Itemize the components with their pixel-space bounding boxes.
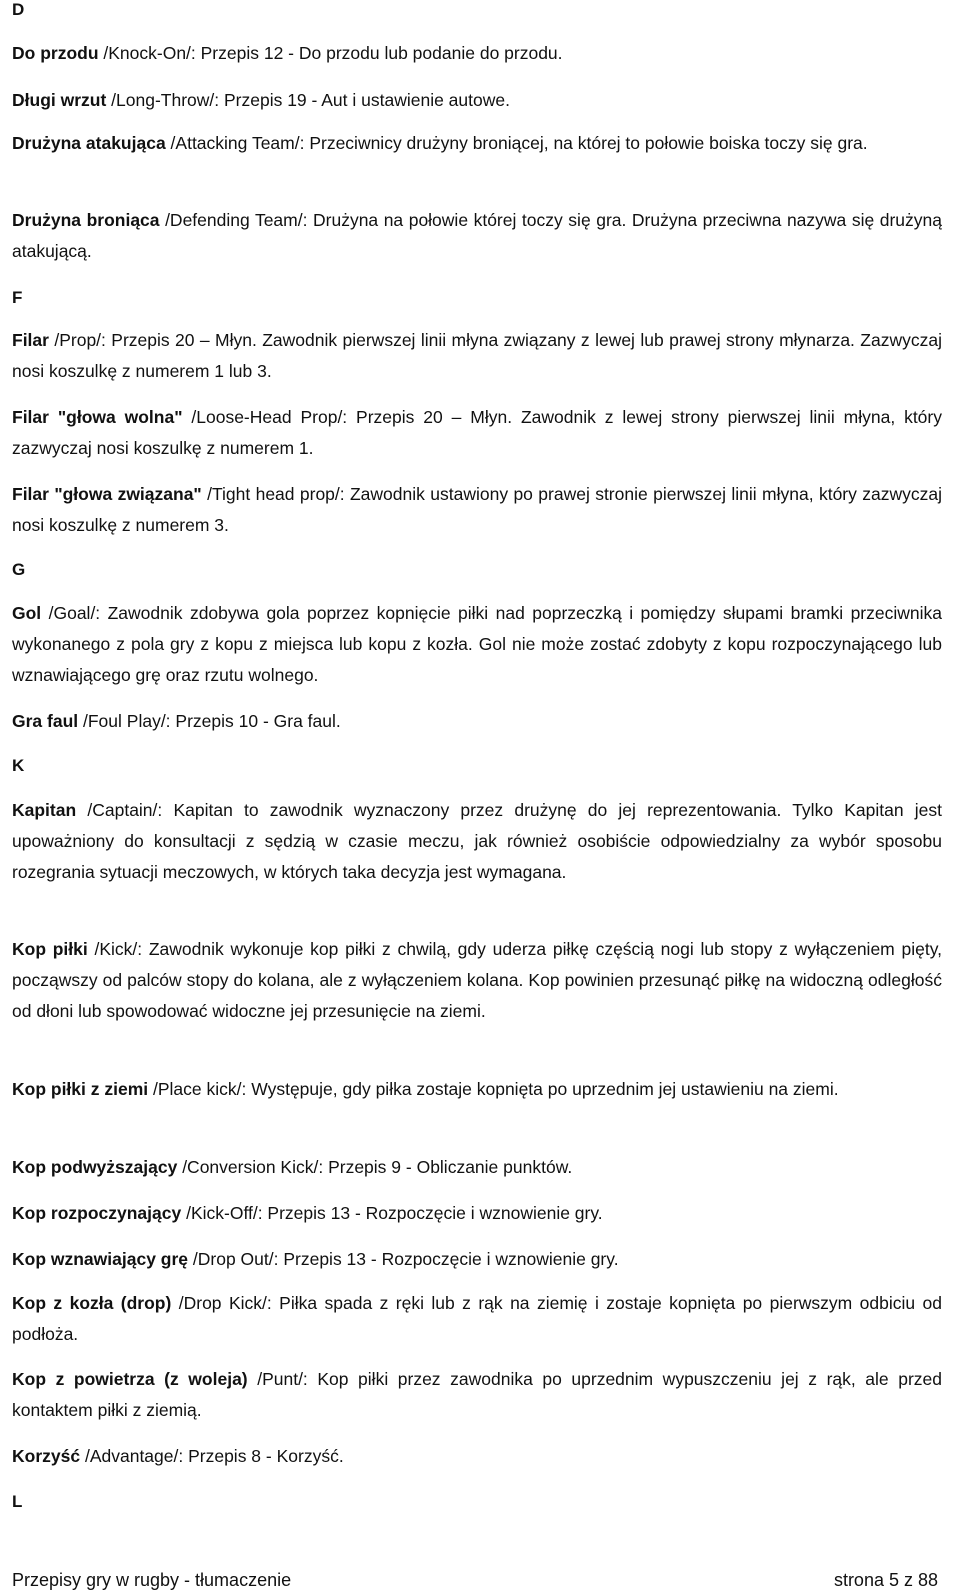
entry-term: Kop piłki (12, 939, 88, 959)
entry-body: /Attacking Team/: Przeciwnicy drużyny broniącej, na której to połowie boiska toczy się gra. (165, 133, 868, 153)
entry-body: /Long-Throw/: Przepis 19 - Aut i ustawienie autowe. (106, 90, 510, 110)
entry-term: Kop z powietrza (z woleja) (12, 1369, 248, 1389)
section-letter-g: G (12, 560, 26, 579)
entry-body: /Drop Out/: Przepis 13 - Rozpoczęcie i wznowienie gry. (188, 1249, 619, 1269)
glossary-entry (12, 598, 942, 691)
entry-term: Drużyna atakująca (12, 133, 166, 153)
entry-body: /Goal/: Zawodnik zdobywa gola poprzez kopnięcie piłki nad poprzeczką i pomiędzy słupami bramki przeciwnika wykonanego z pola gry z kopu z miejsca lub kopu z kozła. Gol nie może zostać zdobyty z kopu rozpoczynającego lub wznawiającego grę oraz rzutu wolnego. (12, 603, 942, 685)
section-letter-l: L (12, 1492, 23, 1511)
section-letter-d: D (12, 0, 25, 19)
entry-body: /Defending Team/: Drużyna na połowie której toczy się gra. Drużyna przeciwna nazywa się drużyną atakującą. (12, 210, 942, 261)
entry-term: Filar "głowa wolna" (12, 407, 183, 427)
glossary-entry (12, 706, 942, 737)
glossary-entry (12, 1198, 942, 1229)
page-number: strona 5 z 88 (833, 1570, 938, 1590)
section-letter-f: F (12, 288, 23, 307)
entry-body: /Kick/: Zawodnik wykonuje kop piłki z chwilą, gdy uderza piłkę częścią nogi lub stopy z wyłączeniem pięty, począwszy od palców stopy do kolana, ale z wyłączeniem kolana. Kop powinien przesunąć piłkę na widoczną odległość od dłoni lub spowodować widoczne jej przesunięcie na ziemi. (12, 939, 943, 1021)
glossary-entry (12, 85, 942, 116)
glossary-entry (12, 1364, 942, 1426)
entry-body: /Punt/: Kop piłki przez zawodnika po uprzednim wypuszczeniu jej z rąk, ale przed kontaktem piłki z ziemią. (12, 1369, 942, 1420)
glossary-entry (12, 325, 942, 387)
entry-term: Gra faul (12, 711, 79, 731)
entry-term: Gol (12, 603, 42, 623)
entry-body: /Drop Kick/: Piłka spada z ręki lub z rąk na ziemię i zostaje kopnięta po pierwszym odbiciu od podłoża. (12, 1293, 942, 1344)
entry-body: /Prop/: Przepis 20 – Młyn. Zawodnik pierwszej linii młyna związany z lewej lub prawej strony młynarza. Zazwyczaj nosi koszulkę z numerem 1 lub 3. (12, 330, 942, 381)
glossary-entry (12, 479, 942, 541)
entry-term: Do przodu (12, 43, 99, 63)
glossary-entry (12, 38, 942, 69)
glossary-entry (12, 934, 942, 1027)
entry-body: /Captain/: Kapitan to zawodnik wyznaczony przez drużynę do jej reprezentowania. Tylko Kapitan jest upoważniony do konsultacji z sędzią w czasie meczu, jak również osobiście odpowiedzialny za wybór sposobu rozegrania sytuacji meczowych, w których taka decyzja jest wymagana. (12, 800, 942, 882)
entry-term: Długi wrzut (12, 90, 107, 110)
entry-body: /Foul Play/: Przepis 10 - Gra faul. (78, 711, 341, 731)
glossary-entry (12, 1244, 942, 1275)
entry-body: /Conversion Kick/: Przepis 9 - Obliczanie punktów. (177, 1157, 573, 1177)
entry-body: /Tight head prop/: Zawodnik ustawiony po prawej stronie pierwszej linii młyna, który zazwyczaj nosi koszulkę z numerem 3. (12, 484, 942, 535)
glossary-entry (12, 128, 942, 159)
entry-term: Kapitan (12, 800, 77, 820)
entry-term: Korzyść (12, 1446, 81, 1466)
entry-term: Filar (12, 330, 49, 350)
footer-title: Przepisy gry w rugby - tłumaczenie (12, 1570, 292, 1590)
page-footer (12, 1568, 938, 1592)
entry-term: Kop z kozła (drop) (12, 1293, 172, 1313)
entry-term: Drużyna broniąca (12, 210, 160, 230)
section-letter-k: K (12, 756, 25, 775)
glossary-entry (12, 1152, 942, 1183)
entry-body: /Place kick/: Występuje, gdy piłka zostaje kopnięta po uprzednim jej ustawieniu na ziemi. (148, 1079, 839, 1099)
glossary-entry (12, 1441, 942, 1472)
entry-body: /Advantage/: Przepis 8 - Korzyść. (80, 1446, 344, 1466)
glossary-entry (12, 795, 942, 888)
glossary-entry (12, 205, 942, 267)
entry-body: /Kick-Off/: Przepis 13 - Rozpoczęcie i wznowienie gry. (181, 1203, 603, 1223)
glossary-entry (12, 402, 942, 464)
entry-body: /Knock-On/: Przepis 12 - Do przodu lub podanie do przodu. (98, 43, 563, 63)
glossary-entry (12, 1288, 942, 1350)
glossary-entry (12, 1074, 942, 1105)
entry-term: Kop wznawiający grę (12, 1249, 189, 1269)
entry-term: Kop rozpoczynający (12, 1203, 182, 1223)
entry-body: /Loose-Head Prop/: Przepis 20 – Młyn. Zawodnik z lewej strony pierwszej linii młyna, który zazwyczaj nosi koszulkę z numerem 1. (12, 407, 942, 458)
entry-term: Kop podwyższający (12, 1157, 178, 1177)
entry-term: Filar "głowa związana" (12, 484, 202, 504)
entry-term: Kop piłki z ziemi (12, 1079, 149, 1099)
